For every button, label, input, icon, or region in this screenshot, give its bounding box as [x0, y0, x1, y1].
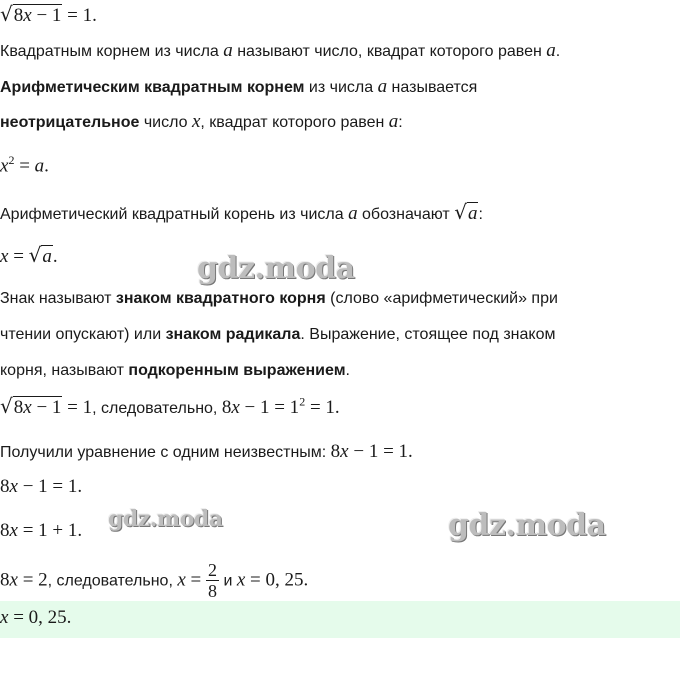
watermark-logo: gdz.moda — [448, 508, 606, 543]
step-1: √8x − 1 = 1, следовательно, $8x - 1 = 1^2 = 1$. — [0, 394, 340, 418]
text-fragment: чтении опускают) или — [0, 326, 166, 343]
term-radicand: подкоренным выражением — [128, 362, 346, 379]
radical-sign-line-2 — [0, 326, 555, 344]
radical-sign-line-3 — [0, 362, 350, 380]
text-fragment: . — [345, 362, 350, 379]
notation-line: Арифметический квадратный корень из числа a обозначают √a: — [0, 200, 483, 224]
text-fragment: корня, называют — [0, 362, 129, 379]
step-5: 8x = 2, следовательно, x = $\frac{2}{8}$ и x = 0, 25. — [0, 560, 309, 601]
text-fragment: , следовательно, — [47, 572, 178, 590]
equation-root: √8x − 1 = 1. — [0, 2, 97, 26]
text-fragment: . Выражение, стоящее под знаком — [300, 326, 556, 343]
text-fragment: , следовательно, — [92, 400, 222, 417]
step-2: Получили уравнение с одним неизвестным: 8x − 1 = 1. — [0, 441, 413, 462]
text-fragment: Знак называют — [0, 290, 116, 307]
answer-box — [0, 601, 680, 638]
term-radical-sign: знаком радикала — [165, 326, 301, 343]
equation-x-squared: $x^2 = a$. — [0, 153, 49, 177]
radical-sign-line-1 — [0, 290, 558, 308]
term-nonnegative: неотрицательное — [0, 114, 140, 131]
sqrt-expression: √8x − 1 — [0, 2, 62, 26]
text-fragment: (слово «арифметический» при — [325, 290, 558, 307]
watermark-logo: gdz.moda — [108, 506, 223, 532]
text-fragment: и — [219, 572, 237, 590]
definition-arithmetic-root: Арифметическим квадратным корнем из числа a называется — [0, 76, 478, 97]
watermark-logo: gdz.moda — [197, 251, 355, 286]
step-3: 8x − 1 = 1. — [0, 476, 83, 497]
step-4: 8x = 1 + 1. — [0, 520, 83, 541]
fraction: $\frac{2}{8}$ — [208, 560, 217, 601]
definition-nonnegative: неотрицательное число x, квадрат которого равен a: — [0, 111, 403, 132]
term-root-sign: знаком квадратного корня — [115, 290, 326, 307]
answer-equation: x = 0, 25. — [0, 607, 72, 628]
definition-square-root: Квадратным корнем из числа a называют число, квадрат которого равен a. — [0, 40, 561, 61]
text-fragment: Получили уравнение с одним неизвестным: — [0, 444, 331, 461]
term-arithmetic-root: Арифметическим квадратным корнем — [0, 79, 305, 96]
equation-x-sqrt-a: x = √a. — [0, 243, 58, 267]
